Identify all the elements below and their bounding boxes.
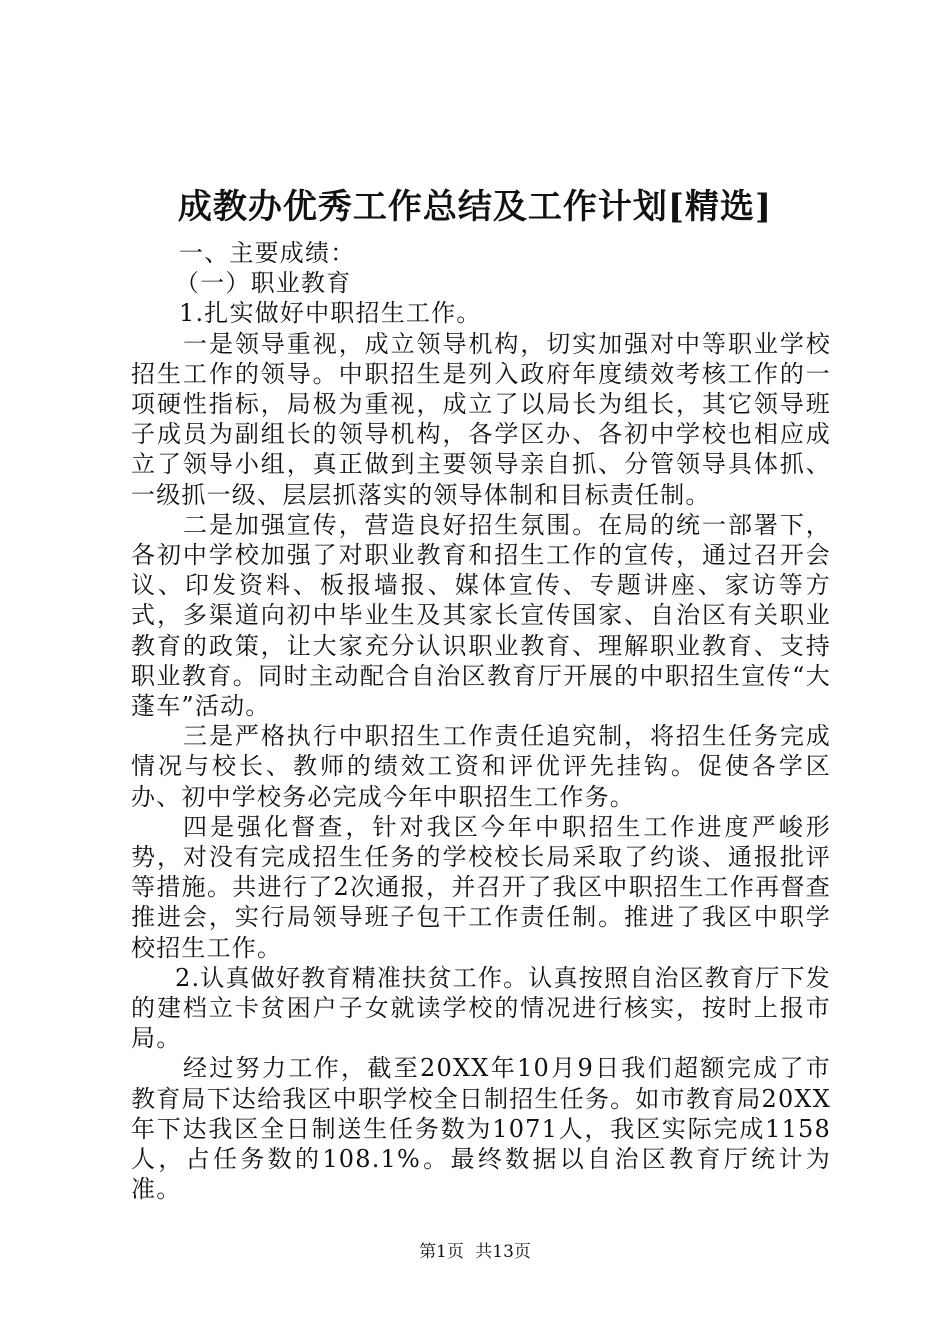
item-heading-enrollment: 1.扎实做好中职招生工作。 — [179, 299, 482, 328]
document-title: 成教办优秀工作总结及工作计划[精选] — [177, 187, 773, 227]
page-footer — [0, 1240, 950, 1264]
paragraph-accountability: 三是严格执行中职招生工作责任追究制，将招生任务完成情况与校长、教师的绩效工资和评优评先挂钩。促使各学区办、初中学校务必完成今年中职招生工作务。 — [131, 722, 831, 811]
paragraph-poverty-alleviation: 2.认真做好教育精准扶贫工作。认真按照自治区教育厅下发的建档立卡贫困户子女就读学校的情况进行核实，按时上报市局。 — [131, 963, 831, 1053]
page-total: 共13页 — [475, 1242, 531, 1262]
section-heading-main-achievements: 一、主要成绩： — [179, 239, 356, 267]
paragraph-publicity: 二是加强宣传，营造良好招生氛围。在局的统一部署下，各初中学校加强了对职业教育和招生工作的宣传，通过召开会议、印发资料、板报墙报、媒体宣传、专题讲座、家访等方式，多渠道向初中毕业生及其家长宣传国家、自治区有关职业教育的政策，让大家充分认识职业教育、理解职业教育、支持职业教育。同时主动配合自治区教育厅开展的中职招生宣传“大蓬车”活动。 — [131, 510, 831, 721]
paragraph-supervision: 四是强化督查，针对我区今年中职招生工作进度严峻形势，对没有完成招生任务的学校校长局采取了约谈、通报批评等措施。共进行了2次通报，并召开了我区中职招生工作再督查推进会，实行局领导班子包干工作责任制。推进了我区中职学校招生工作。 — [131, 812, 831, 962]
subsection-heading-vocational-education: （一）职业教育 — [175, 269, 352, 298]
page-number: 第1页 — [419, 1242, 464, 1262]
document-body — [131, 238, 831, 1205]
paragraph-leadership: 一是领导重视，成立领导机构，切实加强对中等职业学校招生工作的领导。中职招生是列入政府年度绩效考核工作的一项硬性指标，局极为重视，成立了以局长为组长，其它领导班子成员为副组长的领导机构，各学区办、各初中学校也相应成立了领导小组，真正做到主要领导亲自抓、分管领导具体抓、一级抓一级、层层抓落实的领导体制和目标责任制。 — [131, 329, 831, 509]
paragraph-results: 经过努力工作，截至20XX年10月9日我们超额完成了市教育局下达给我区中职学校全日制招生任务。如市教育局20XX年下达我区全日制送生任务数为1071人，我区实际完成1158人，占任务数的108.1%。最终数据以自治区教育厅统计为准。 — [131, 1054, 831, 1204]
